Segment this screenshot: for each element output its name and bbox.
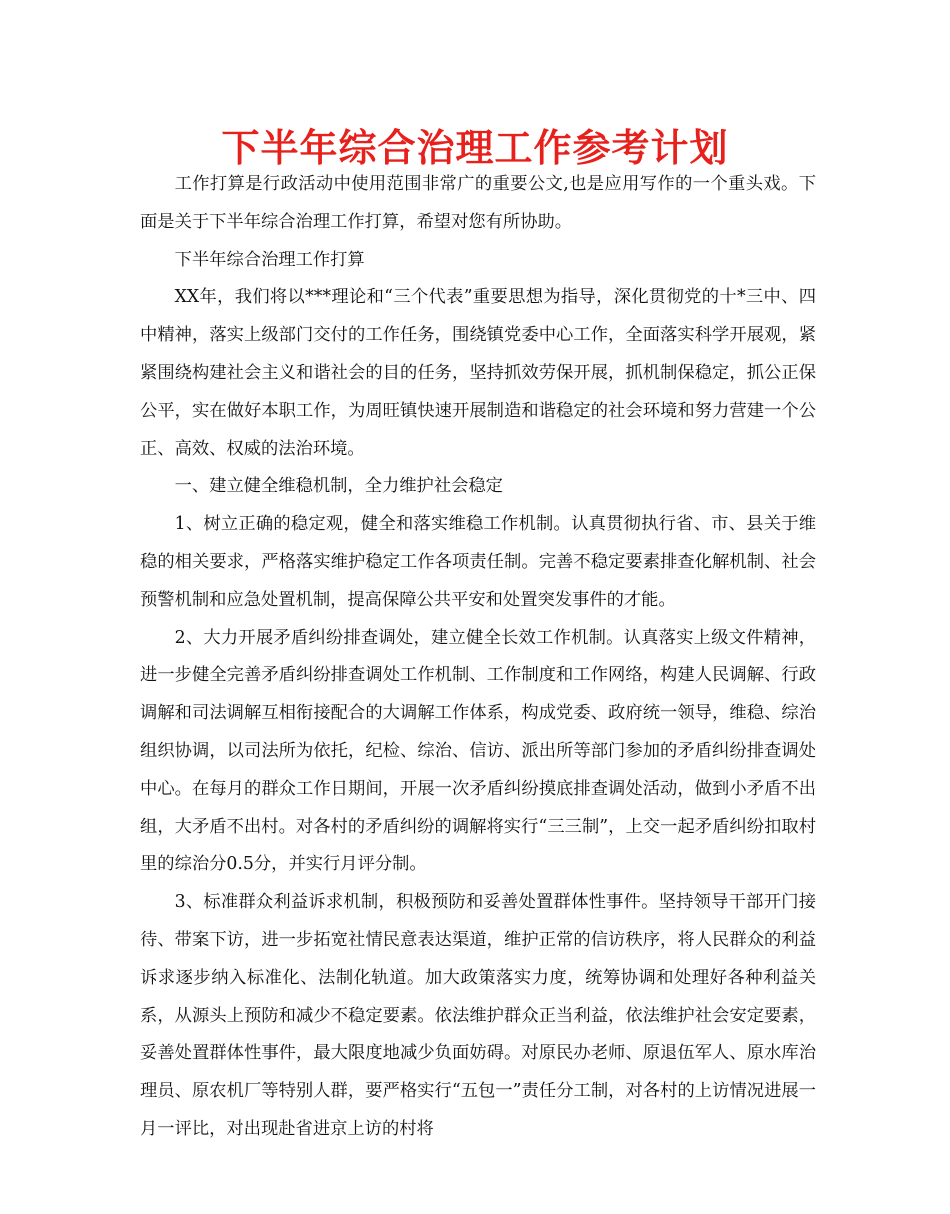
item-paragraph-1: 1、树立正确的稳定观，健全和落实维稳工作机制。认真贯彻执行省、市、县关于维稳的相关要求，严格落实维护稳定工作各项责任制。完善不稳定要素排查化解机制、社会预警机制和应急处置机制，提高保障公共平安和处置突发事件的才能。 <box>140 514 816 610</box>
intro-paragraph: 工作打算是行政活动中使用范围非常广的重要公文,也是应用写作的一个重头戏。下面是关于下半年综合治理工作打算，希望对您有所协助。 <box>140 174 816 232</box>
item-paragraph-2: 2、大力开展矛盾纠纷排查调处，建立健全长效工作机制。认真落实上级文件精神，进一步健全完善矛盾纠纷排查调处工作机制、工作制度和工作网络，构建人民调解、行政调解和司法调解互相衔接配合的大调解工作体系，构成党委、政府统一领导，维稳、综治组织协调，以司法所为依托，纪检、综治、信访、派出所等部门参加的矛盾纠纷排查调处中心。在每月的群众工作日期间，开展一次矛盾纠纷摸底排查调处活动，做到小矛盾不出组，大矛盾不出村。对各村的矛盾纠纷的调解将实行“三三制”，上交一起矛盾纠纷扣取村里的综治分0.5分，并实行月评分制。 <box>140 627 816 875</box>
overview-paragraph: XX年，我们将以***理论和“三个代表”重要思想为指导，深化贯彻党的十*三中、四中精神，落实上级部门交付的工作任务，围绕镇党委中心工作，全面落实科学开展观，紧紧围绕构建社会主义和谐社会的目的任务，坚持抓效劳保开展，抓机制保稳定，抓公正保公平，实在做好本职工作，为周旺镇快速开展制造和谐稳定的社会环境和努力营建一个公正、高效、权威的法治环境。 <box>140 287 816 459</box>
section-heading-1: 一、建立健全维稳机制，全力维护社会稳定 <box>174 476 503 497</box>
item-paragraph-3: 3、标准群众利益诉求机制，积极预防和妥善处置群体性事件。坚持领导干部开门接待、带案下访，进一步拓宽社情民意表达渠道，维护正常的信访秩序，将人民群众的利益诉求逐步纳入标准化、法制化轨道。加大政策落实力度，统筹协调和处理好各种利益关系，从源头上预防和减少不稳定要素。依法维护群众正当利益，依法维护社会安定要素，妥善处置群体性事件，最大限度地减少负面妨碍。对原民办老师、原退伍军人、原水库治理员、原农机厂等特别人群，要严格实行“五包一”责任分工制，对各村的上访情况进展一月一评比，对出现赴省进京上访的村将 <box>140 892 816 1139</box>
document-body <box>140 166 816 1149</box>
document-title: 下半年综合治理工作参考计划 <box>221 125 729 170</box>
plan-subtitle: 下半年综合治理工作打算 <box>174 249 365 270</box>
